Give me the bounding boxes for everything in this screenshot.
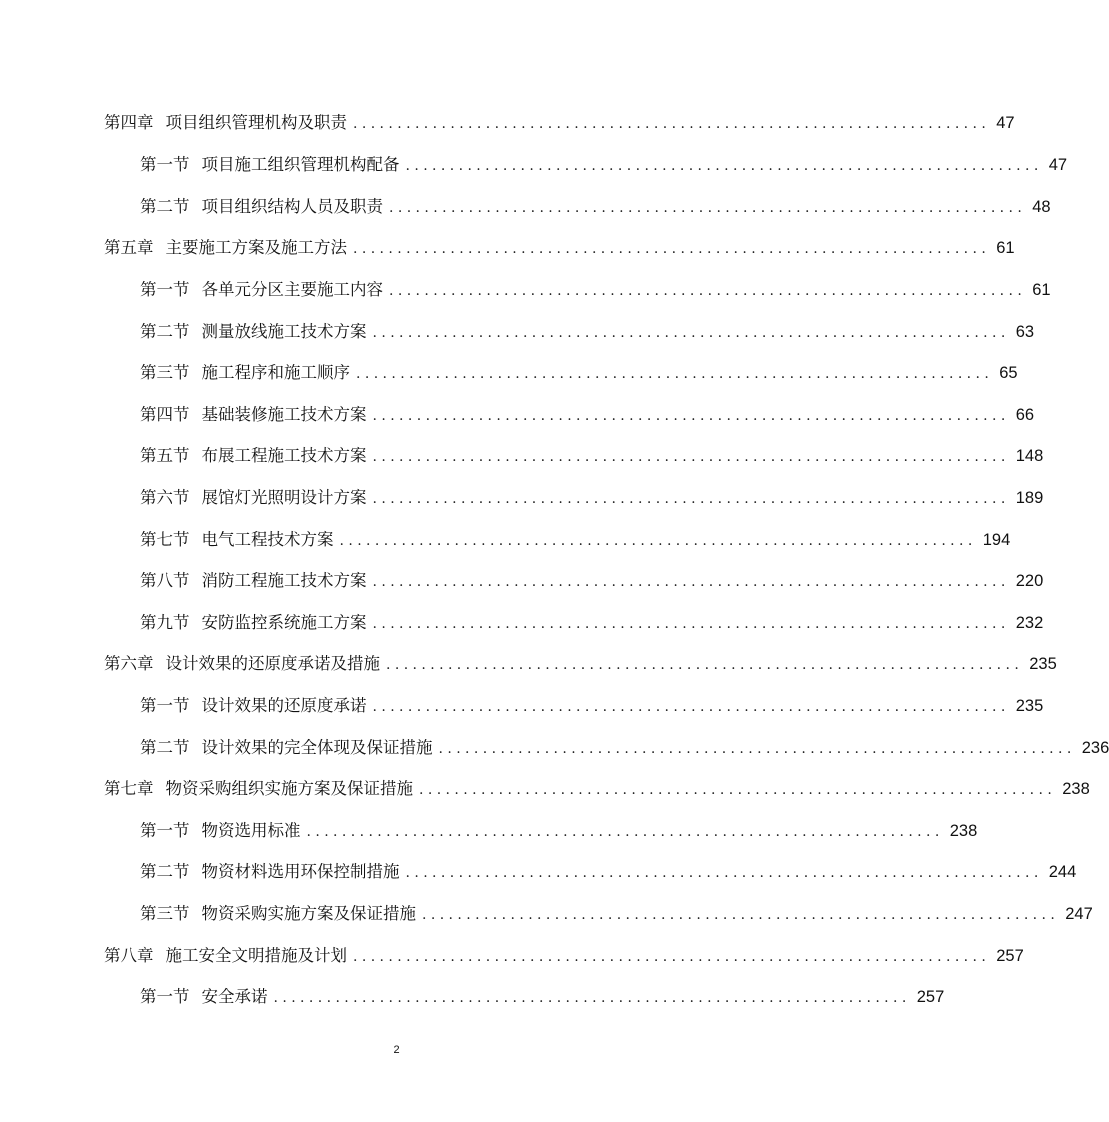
toc-entry-chapter-7[interactable] [104,774,1090,804]
toc-entry-number: 第二节 [140,197,190,216]
toc-entry-page: 63 [1015,323,1035,341]
toc-entry-page: 66 [1015,406,1035,424]
toc-leader-dots: ........................................................................ [372,574,1010,590]
toc-entry-number: 第一节 [140,280,190,299]
toc-leader-dots: ........................................................................ [438,741,1076,757]
toc-leader-dots: ........................................................................ [353,116,991,132]
toc-entry-number: 第五章 [104,238,154,257]
toc-entry-title: 安全承诺 [201,987,268,1006]
toc-leader-dots: ........................................................................ [389,200,1027,216]
toc-leader-dots: ........................................................................ [389,283,1027,299]
toc-leader-dots: ........................................................................ [306,824,944,840]
toc-leader-dots: ........................................................................ [405,865,1043,881]
toc-entry-number: 第九节 [140,613,190,632]
toc-entry-section[interactable] [140,358,1018,388]
toc-entry-title: 物资采购实施方案及保证措施 [201,904,416,923]
toc-entry-section[interactable] [140,608,1044,638]
toc-entry-chapter-8[interactable] [104,941,1024,971]
toc-entry-section[interactable] [140,441,1044,471]
toc-entry-page: 61 [996,239,1015,257]
toc-entry-number: 第一节 [140,821,190,840]
toc-entry-number: 第六章 [104,654,154,673]
toc-entry-title: 测量放线施工技术方案 [201,322,367,341]
toc-entry-page: 247 [1065,905,1093,923]
toc-entry-title: 主要施工方案及施工方法 [165,238,347,257]
toc-entry-number: 第四节 [140,405,190,424]
toc-entry-number: 第七节 [140,530,190,549]
toc-entry-section[interactable] [140,733,1109,763]
toc-leader-dots: ........................................................................ [372,491,1010,507]
toc-entry-section[interactable] [140,192,1051,222]
toc-entry-title: 消防工程施工技术方案 [201,571,367,590]
toc-entry-page: 235 [1015,697,1044,715]
toc-entry-page: 47 [1048,156,1068,174]
toc-entry-section[interactable] [140,816,978,846]
toc-entry-section[interactable] [140,982,945,1012]
toc-entry-number: 第一节 [140,987,190,1006]
toc-leader-dots: ........................................................................ [372,449,1010,465]
toc-entry-number: 第八章 [104,946,154,965]
toc-entry-chapter-5[interactable] [104,233,1015,263]
page-number: 2 [393,1044,400,1056]
toc-entry-title: 物资材料选用环保控制措施 [201,862,400,881]
toc-entry-page: 257 [916,988,945,1006]
toc-entry-title: 安防监控系统施工方案 [201,613,367,632]
toc-entry-page: 238 [1062,780,1090,798]
toc-entry-section[interactable] [140,483,1044,513]
toc-entry-title: 设计效果的完全体现及保证措施 [201,738,433,757]
toc-entry-number: 第三节 [140,904,190,923]
toc-entry-page: 61 [1032,281,1051,299]
toc-entry-section[interactable] [140,691,1044,721]
toc-entry-section[interactable] [140,400,1035,430]
toc-entry-page: 220 [1015,572,1044,590]
toc-leader-dots: ........................................................................ [339,533,977,549]
toc-entry-title: 各单元分区主要施工内容 [201,280,383,299]
toc-leader-dots: ........................................................................ [422,907,1060,923]
toc-entry-title: 设计效果的还原度承诺及措施 [165,654,380,673]
toc-leader-dots: ........................................................................ [386,657,1024,673]
toc-leader-dots: ........................................................................ [356,366,994,382]
toc-entry-page: 257 [996,947,1024,965]
toc-entry-number: 第二节 [140,738,190,757]
toc-entry-title: 电气工程技术方案 [201,530,334,549]
toc-leader-dots: ........................................................................ [405,158,1043,174]
toc-entry-number: 第六节 [140,488,190,507]
toc-leader-dots: ........................................................................ [372,699,1010,715]
toc-entry-page: 48 [1032,198,1051,216]
toc-entry-number: 第八节 [140,571,190,590]
toc-entry-title: 项目组织管理机构及职责 [165,113,347,132]
toc-entry-number: 第五节 [140,446,190,465]
toc-entry-title: 基础装修施工技术方案 [201,405,367,424]
toc-entry-title: 项目组织结构人员及职责 [201,197,383,216]
toc-entry-title: 布展工程施工技术方案 [201,446,367,465]
toc-entry-page: 148 [1015,447,1044,465]
toc-entry-page: 65 [999,364,1018,382]
toc-entry-number: 第七章 [104,779,154,798]
toc-entry-chapter-6[interactable] [104,649,1057,679]
toc-entry-title: 展馆灯光照明设计方案 [201,488,367,507]
toc-entry-title: 物资采购组织实施方案及保证措施 [165,779,413,798]
toc-leader-dots: ........................................................................ [372,408,1010,424]
toc-entry-number: 第三节 [140,363,190,382]
toc-entry-section[interactable] [140,566,1044,596]
toc-entry-section[interactable] [140,317,1035,347]
toc-entry-section[interactable] [140,525,1011,555]
toc-entry-page: 238 [949,822,978,840]
toc-leader-dots: ........................................................................ [372,616,1010,632]
toc-entry-title: 设计效果的还原度承诺 [201,696,367,715]
toc-entry-number: 第一节 [140,696,190,715]
toc-leader-dots: ........................................................................ [419,782,1057,798]
toc-entry-page: 47 [996,114,1015,132]
toc-entry-title: 施工程序和施工顺序 [201,363,350,382]
toc-entry-page: 235 [1029,655,1057,673]
toc-entry-page: 232 [1015,614,1044,632]
toc-entry-section[interactable] [140,899,1093,929]
toc-leader-dots: ........................................................................ [273,990,911,1006]
toc-entry-title: 施工安全文明措施及计划 [165,946,347,965]
toc-entry-page: 194 [982,531,1011,549]
toc-entry-page: 189 [1015,489,1044,507]
toc-entry-section[interactable] [140,150,1068,180]
toc-entry-number: 第二节 [140,322,190,341]
toc-entry-number: 第二节 [140,862,190,881]
toc-entry-number: 第四章 [104,113,154,132]
toc-entry-page: 244 [1048,863,1077,881]
toc-entry-number: 第一节 [140,155,190,174]
toc-leader-dots: ........................................................................ [372,325,1010,341]
toc-entry-section[interactable] [140,857,1077,887]
toc-entry-chapter-4[interactable] [104,108,1015,138]
toc-leader-dots: ........................................................................ [353,241,991,257]
toc-leader-dots: ........................................................................ [353,949,991,965]
toc-entry-title: 项目施工组织管理机构配备 [201,155,400,174]
toc-entry-page: 236 [1081,739,1109,757]
toc-entry-section[interactable] [140,275,1051,305]
toc-entry-title: 物资选用标准 [201,821,301,840]
